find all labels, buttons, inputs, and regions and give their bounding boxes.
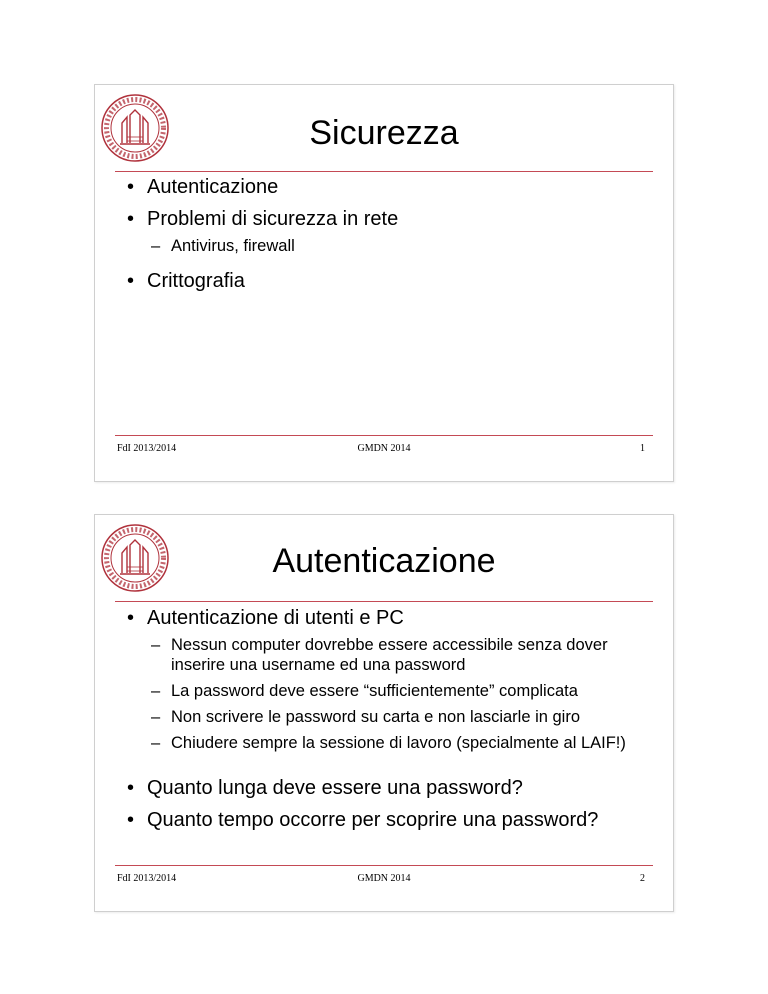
footer-page-number: 2 — [640, 873, 645, 884]
bullet-item: • Quanto lunga deve essere una password? — [125, 775, 653, 801]
footer-course: FdI 2013/2014 — [117, 873, 177, 884]
bullet-item: • Autenticazione di utenti e PC — [125, 605, 653, 631]
title-divider — [115, 171, 653, 172]
footer-divider — [115, 435, 653, 436]
bullet-item: • Crittografia — [125, 268, 653, 294]
slide-1 — [94, 84, 674, 482]
bullet-item: • Problemi di sicurezza in rete — [125, 206, 653, 232]
sub-bullet-item: – Non scrivere le password su carta e non lasciarle in giro — [125, 707, 653, 727]
footer-author: GMDN 2014 — [357, 443, 411, 454]
sub-bullet-item: – La password deve essere “sufficientemente” complicata — [125, 681, 653, 701]
slide-content — [125, 174, 653, 294]
sub-bullet-item: – Antivirus, firewall — [125, 236, 653, 256]
sub-bullet-item: – Chiudere sempre la sessione di lavoro (specialmente al LAIF!) — [125, 733, 653, 753]
slide-content — [125, 605, 653, 833]
bullet-item: • Autenticazione — [125, 174, 653, 200]
footer-divider — [115, 865, 653, 866]
slide-title: Autenticazione — [272, 542, 496, 580]
footer-author: GMDN 2014 — [357, 873, 411, 884]
slide-2 — [94, 514, 674, 912]
title-divider — [115, 601, 653, 602]
bullet-item: • Quanto tempo occorre per scoprire una password? — [125, 807, 653, 833]
sub-bullet-item: – Nessun computer dovrebbe essere accessibile senza dover inserire una username ed una password — [125, 635, 653, 675]
slide-title: Sicurezza — [309, 114, 459, 152]
footer-page-number: 1 — [640, 443, 645, 454]
footer-course: FdI 2013/2014 — [117, 443, 177, 454]
